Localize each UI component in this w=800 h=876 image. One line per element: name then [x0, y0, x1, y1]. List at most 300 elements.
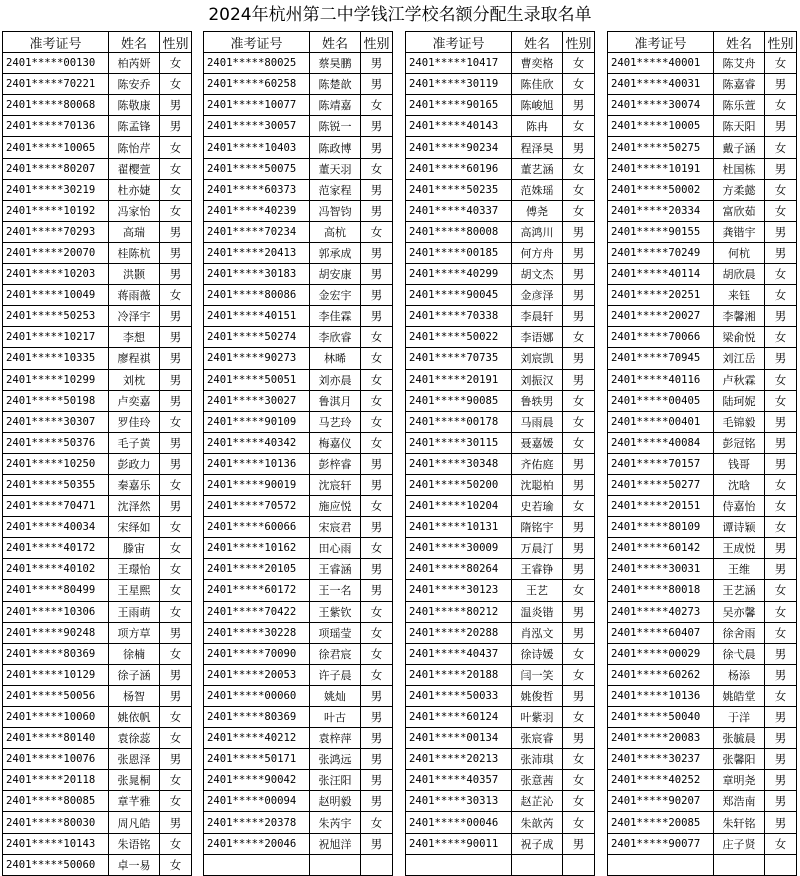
document-title: 2024年杭州第二中学钱江学校名额分配生录取名单: [208, 5, 592, 25]
student-name-cell: 陈靖嘉: [310, 95, 361, 116]
gender-cell: 男: [361, 137, 393, 158]
student-name-cell: 董天羽: [310, 158, 361, 179]
empty-row: [406, 854, 595, 875]
student-name-cell: 施应悦: [310, 496, 361, 517]
gender-cell: 女: [563, 812, 595, 833]
student-name-cell: 马艺玲: [310, 411, 361, 432]
exam-id-cell: 2401*****80030: [3, 812, 109, 833]
table-row: [406, 369, 595, 390]
table-row: [3, 179, 192, 200]
student-name-cell: 杜亦婕: [109, 179, 160, 200]
gender-cell: 男: [160, 749, 192, 770]
gender-cell: 男: [765, 432, 797, 453]
student-name-cell: 陈天阳: [714, 116, 765, 137]
table-row: [406, 496, 595, 517]
table-row: [608, 622, 797, 643]
student-name-cell: 何方舟: [512, 242, 563, 263]
gender-cell: 女: [765, 327, 797, 348]
table-row: [406, 306, 595, 327]
exam-id-cell: 2401*****90155: [608, 221, 714, 242]
student-name-cell: 赵芷沁: [512, 791, 563, 812]
header-name: 姓名: [310, 32, 361, 53]
table-row: [204, 474, 393, 495]
empty-cell: [361, 854, 393, 875]
student-name-cell: 刘宸凯: [512, 348, 563, 369]
student-name-cell: 郭承成: [310, 242, 361, 263]
gender-cell: 女: [160, 707, 192, 728]
table-row: [406, 643, 595, 664]
exam-id-cell: 2401*****90077: [608, 833, 714, 854]
student-name-cell: 姚灿: [310, 685, 361, 706]
gender-cell: 男: [563, 622, 595, 643]
gender-cell: 男: [563, 601, 595, 622]
gender-cell: 男: [160, 221, 192, 242]
student-name-cell: 朱语铭: [109, 833, 160, 854]
table-row: [608, 559, 797, 580]
student-name-cell: 温炎锴: [512, 601, 563, 622]
header-gender: 性别: [361, 32, 393, 53]
exam-id-cell: 2401*****60407: [608, 622, 714, 643]
table-row: [406, 116, 595, 137]
student-name-cell: 王维: [714, 559, 765, 580]
student-name-cell: 徐君宸: [310, 643, 361, 664]
student-name-cell: 廖程祺: [109, 348, 160, 369]
exam-id-cell: 2401*****10077: [204, 95, 310, 116]
table-row: [406, 285, 595, 306]
exam-id-cell: 2401*****10131: [406, 517, 512, 538]
exam-id-cell: 2401*****00134: [406, 728, 512, 749]
table-row: [608, 74, 797, 95]
table-row: [406, 622, 595, 643]
student-name-cell: 陈怡芹: [109, 137, 160, 158]
exam-id-cell: 2401*****30074: [608, 95, 714, 116]
student-name-cell: 桂陈杭: [109, 242, 160, 263]
gender-cell: 男: [361, 770, 393, 791]
table-row: [406, 95, 595, 116]
student-name-cell: 姚依帆: [109, 707, 160, 728]
student-name-cell: 侍嘉怡: [714, 496, 765, 517]
table-row: [608, 369, 797, 390]
exam-id-cell: 2401*****80085: [3, 791, 109, 812]
exam-id-cell: 2401*****20105: [204, 559, 310, 580]
table-row: [608, 749, 797, 770]
exam-id-cell: 2401*****70572: [204, 496, 310, 517]
table-row: [406, 179, 595, 200]
student-name-cell: 王一名: [310, 580, 361, 601]
gender-cell: 男: [160, 496, 192, 517]
exam-id-cell: 2401*****40252: [608, 770, 714, 791]
exam-id-cell: 2401*****10192: [3, 200, 109, 221]
gender-cell: 女: [563, 53, 595, 74]
gender-cell: 男: [765, 749, 797, 770]
header-id: 准考证号: [204, 32, 310, 53]
table-row: [204, 580, 393, 601]
student-name-cell: 鲁淇月: [310, 390, 361, 411]
exam-id-cell: 2401*****70157: [608, 453, 714, 474]
gender-cell: 男: [361, 53, 393, 74]
table-row: [204, 348, 393, 369]
exam-id-cell: 2401*****70249: [608, 242, 714, 263]
exam-id-cell: 2401*****10136: [204, 453, 310, 474]
student-name-cell: 陈冉: [512, 116, 563, 137]
gender-cell: 男: [361, 517, 393, 538]
table-row: [204, 538, 393, 559]
header-name: 姓名: [714, 32, 765, 53]
table-row: [406, 453, 595, 474]
student-name-cell: 沈晗: [714, 474, 765, 495]
gender-cell: 男: [563, 685, 595, 706]
student-name-cell: 陈锐一: [310, 116, 361, 137]
exam-id-cell: 2401*****20046: [204, 833, 310, 854]
gender-cell: 女: [361, 95, 393, 116]
exam-id-cell: 2401*****50274: [204, 327, 310, 348]
student-name-cell: 王成悦: [714, 538, 765, 559]
student-name-cell: 李馨湘: [714, 306, 765, 327]
exam-id-cell: 2401*****90019: [204, 474, 310, 495]
exam-id-cell: 2401*****90045: [406, 285, 512, 306]
gender-cell: 女: [160, 770, 192, 791]
gender-cell: 男: [361, 833, 393, 854]
exam-id-cell: 2401*****50051: [204, 369, 310, 390]
table-row: [204, 411, 393, 432]
table-row: [406, 538, 595, 559]
gender-cell: 男: [160, 622, 192, 643]
table-row: [3, 496, 192, 517]
gender-cell: 男: [765, 538, 797, 559]
student-name-cell: 宋绎如: [109, 517, 160, 538]
table-row: [406, 411, 595, 432]
gender-cell: 女: [765, 369, 797, 390]
table-row: [3, 749, 192, 770]
student-name-cell: 胡文杰: [512, 264, 563, 285]
gender-cell: 男: [563, 559, 595, 580]
student-name-cell: 王睿铮: [512, 559, 563, 580]
exam-id-cell: 2401*****20027: [608, 306, 714, 327]
exam-id-cell: 2401*****00130: [3, 53, 109, 74]
table-row: [608, 685, 797, 706]
exam-id-cell: 2401*****70945: [608, 348, 714, 369]
header-id: 准考证号: [608, 32, 714, 53]
table-row: [204, 559, 393, 580]
exam-id-cell: 2401*****30123: [406, 580, 512, 601]
exam-id-cell: 2401*****70234: [204, 221, 310, 242]
exam-id-cell: 2401*****70422: [204, 601, 310, 622]
table-header-row: [406, 32, 595, 53]
gender-cell: 男: [160, 327, 192, 348]
student-name-cell: 朱芮宇: [310, 812, 361, 833]
gender-cell: 男: [361, 559, 393, 580]
exam-id-cell: 2401*****80369: [204, 707, 310, 728]
table-row: [406, 158, 595, 179]
student-name-cell: 胡安康: [310, 264, 361, 285]
header-id: 准考证号: [406, 32, 512, 53]
table-row: [204, 707, 393, 728]
exam-id-cell: 2401*****00405: [608, 390, 714, 411]
exam-id-cell: 2401*****80369: [3, 643, 109, 664]
table-row: [3, 158, 192, 179]
gender-cell: 男: [361, 264, 393, 285]
gender-cell: 女: [765, 474, 797, 495]
gender-cell: 女: [563, 580, 595, 601]
gender-cell: 男: [160, 116, 192, 137]
table-row: [608, 601, 797, 622]
exam-id-cell: 2401*****20413: [204, 242, 310, 263]
gender-cell: 女: [160, 728, 192, 749]
table-row: [3, 728, 192, 749]
exam-id-cell: 2401*****90042: [204, 770, 310, 791]
gender-cell: 男: [765, 791, 797, 812]
exam-id-cell: 2401*****10076: [3, 749, 109, 770]
table-row: [3, 812, 192, 833]
exam-id-cell: 2401*****20083: [608, 728, 714, 749]
gender-cell: 女: [160, 474, 192, 495]
table-row: [406, 53, 595, 74]
table-row: [608, 116, 797, 137]
exam-id-cell: 2401*****80212: [406, 601, 512, 622]
student-name-cell: 闫一笑: [512, 664, 563, 685]
gender-cell: 女: [160, 538, 192, 559]
gender-cell: 男: [160, 95, 192, 116]
student-name-cell: 张毓晨: [714, 728, 765, 749]
table-row: [406, 221, 595, 242]
gender-cell: 男: [361, 685, 393, 706]
exam-id-cell: 2401*****50253: [3, 306, 109, 327]
table-row: [608, 453, 797, 474]
exam-id-cell: 2401*****40172: [3, 538, 109, 559]
gender-cell: 男: [160, 453, 192, 474]
table-header-row: [3, 32, 192, 53]
student-name-cell: 冯智钧: [310, 200, 361, 221]
gender-cell: 女: [563, 749, 595, 770]
header-gender: 性别: [563, 32, 595, 53]
exam-id-cell: 2401*****50376: [3, 432, 109, 453]
exam-id-cell: 2401*****70136: [3, 116, 109, 137]
exam-id-cell: 2401*****30228: [204, 622, 310, 643]
exam-id-cell: 2401*****10060: [3, 707, 109, 728]
student-name-cell: 柏芮妍: [109, 53, 160, 74]
gender-cell: 女: [563, 643, 595, 664]
table-row: [406, 580, 595, 601]
table-row: [608, 221, 797, 242]
student-name-cell: 肖泓文: [512, 622, 563, 643]
table-row: [3, 95, 192, 116]
table-row: [204, 770, 393, 791]
gender-cell: 女: [563, 116, 595, 137]
exam-id-cell: 2401*****50056: [3, 685, 109, 706]
exam-id-cell: 2401*****50040: [608, 707, 714, 728]
exam-id-cell: 2401*****30307: [3, 411, 109, 432]
gender-cell: 女: [563, 664, 595, 685]
roster-table-1: [2, 31, 192, 876]
exam-id-cell: 2401*****90234: [406, 137, 512, 158]
table-row: [608, 411, 797, 432]
gender-cell: 男: [765, 158, 797, 179]
table-row: [204, 53, 393, 74]
gender-cell: 男: [160, 369, 192, 390]
student-name-cell: 李佳霖: [310, 306, 361, 327]
table-row: [3, 221, 192, 242]
table-row: [406, 432, 595, 453]
student-name-cell: 李晨轩: [512, 306, 563, 327]
gender-cell: 女: [160, 833, 192, 854]
table-row: [608, 200, 797, 221]
gender-cell: 女: [765, 496, 797, 517]
gender-cell: 男: [160, 432, 192, 453]
student-name-cell: 富欣茹: [714, 200, 765, 221]
exam-id-cell: 2401*****30219: [3, 179, 109, 200]
table-row: [204, 749, 393, 770]
gender-cell: 男: [765, 643, 797, 664]
student-name-cell: 于洋: [714, 707, 765, 728]
exam-id-cell: 2401*****40151: [204, 306, 310, 327]
header-name: 姓名: [109, 32, 160, 53]
student-name-cell: 张晁桐: [109, 770, 160, 791]
table-row: [204, 116, 393, 137]
table-row: [3, 601, 192, 622]
exam-id-cell: 2401*****20118: [3, 770, 109, 791]
exam-id-cell: 2401*****50355: [3, 474, 109, 495]
exam-id-cell: 2401*****00185: [406, 242, 512, 263]
exam-id-cell: 2401*****60142: [608, 538, 714, 559]
table-row: [3, 559, 192, 580]
gender-cell: 男: [765, 770, 797, 791]
gender-cell: 女: [160, 854, 192, 875]
exam-id-cell: 2401*****50002: [608, 179, 714, 200]
exam-id-cell: 2401*****10417: [406, 53, 512, 74]
table-row: [608, 53, 797, 74]
student-name-cell: 叶古: [310, 707, 361, 728]
student-name-cell: 范家程: [310, 179, 361, 200]
student-name-cell: 梁俞悦: [714, 327, 765, 348]
student-name-cell: 董艺涵: [512, 158, 563, 179]
table-row: [3, 580, 192, 601]
exam-id-cell: 2401*****90207: [608, 791, 714, 812]
student-name-cell: 刘振汉: [512, 369, 563, 390]
table-row: [204, 390, 393, 411]
table-row: [3, 74, 192, 95]
student-name-cell: 彭梓睿: [310, 453, 361, 474]
table-row: [3, 791, 192, 812]
empty-row: [608, 854, 797, 875]
exam-id-cell: 2401*****00094: [204, 791, 310, 812]
gender-cell: 女: [765, 53, 797, 74]
empty-cell: [608, 854, 714, 875]
exam-id-cell: 2401*****60373: [204, 179, 310, 200]
exam-id-cell: 2401*****30009: [406, 538, 512, 559]
table-row: [3, 517, 192, 538]
gender-cell: 女: [765, 517, 797, 538]
gender-cell: 女: [160, 74, 192, 95]
exam-id-cell: 2401*****60262: [608, 664, 714, 685]
student-name-cell: 林晞: [310, 348, 361, 369]
table-row: [406, 390, 595, 411]
table-row: [204, 137, 393, 158]
gender-cell: 男: [361, 285, 393, 306]
exam-id-cell: 2401*****50075: [204, 158, 310, 179]
exam-id-cell: 2401*****40084: [608, 432, 714, 453]
table-row: [204, 327, 393, 348]
exam-id-cell: 2401*****20213: [406, 749, 512, 770]
gender-cell: 女: [361, 158, 393, 179]
table-row: [3, 474, 192, 495]
exam-id-cell: 2401*****80140: [3, 728, 109, 749]
exam-id-cell: 2401*****20378: [204, 812, 310, 833]
student-name-cell: 郑浩南: [714, 791, 765, 812]
student-name-cell: 张宸睿: [512, 728, 563, 749]
table-row: [608, 179, 797, 200]
student-name-cell: 姚俊哲: [512, 685, 563, 706]
table-row: [204, 264, 393, 285]
student-name-cell: 鲁轶男: [512, 390, 563, 411]
gender-cell: 男: [563, 242, 595, 263]
exam-id-cell: 2401*****10335: [3, 348, 109, 369]
gender-cell: 男: [361, 707, 393, 728]
student-name-cell: 徐楠: [109, 643, 160, 664]
table-row: [204, 833, 393, 854]
student-name-cell: 王雨萌: [109, 601, 160, 622]
gender-cell: 男: [765, 242, 797, 263]
gender-cell: 女: [765, 580, 797, 601]
table-row: [406, 74, 595, 95]
table-row: [608, 474, 797, 495]
table-row: [204, 242, 393, 263]
table-row: [608, 812, 797, 833]
gender-cell: 女: [765, 137, 797, 158]
header-gender: 性别: [765, 32, 797, 53]
gender-cell: 男: [765, 559, 797, 580]
exam-id-cell: 2401*****50033: [406, 685, 512, 706]
table-row: [204, 158, 393, 179]
exam-id-cell: 2401*****80068: [3, 95, 109, 116]
table-header-row: [204, 32, 393, 53]
gender-cell: 女: [361, 622, 393, 643]
student-name-cell: 李语娜: [512, 327, 563, 348]
student-name-cell: 高瑞: [109, 221, 160, 242]
student-name-cell: 项瑶莹: [310, 622, 361, 643]
gender-cell: 女: [563, 390, 595, 411]
student-name-cell: 金宏宇: [310, 285, 361, 306]
gender-cell: 男: [563, 369, 595, 390]
exam-id-cell: 2401*****50200: [406, 474, 512, 495]
table-row: [406, 264, 595, 285]
table-row: [3, 622, 192, 643]
exam-id-cell: 2401*****50198: [3, 390, 109, 411]
table-row: [3, 643, 192, 664]
table-row: [406, 685, 595, 706]
exam-id-cell: 2401*****80025: [204, 53, 310, 74]
table-row: [204, 200, 393, 221]
student-name-cell: 张恩泽: [109, 749, 160, 770]
student-name-cell: 张鸿远: [310, 749, 361, 770]
gender-cell: 男: [765, 348, 797, 369]
gender-cell: 男: [160, 348, 192, 369]
gender-cell: 男: [563, 348, 595, 369]
exam-id-cell: 2401*****10299: [3, 369, 109, 390]
table-row: [608, 242, 797, 263]
student-name-cell: 彭政力: [109, 453, 160, 474]
student-name-cell: 蒋雨薇: [109, 285, 160, 306]
student-name-cell: 卢秋霖: [714, 369, 765, 390]
table-row: [204, 74, 393, 95]
table-row: [608, 580, 797, 601]
exam-id-cell: 2401*****20251: [608, 285, 714, 306]
table-row: [406, 327, 595, 348]
exam-id-cell: 2401*****70090: [204, 643, 310, 664]
table-row: [3, 306, 192, 327]
table-row: [204, 812, 393, 833]
exam-id-cell: 2401*****00178: [406, 411, 512, 432]
table-row: [204, 95, 393, 116]
